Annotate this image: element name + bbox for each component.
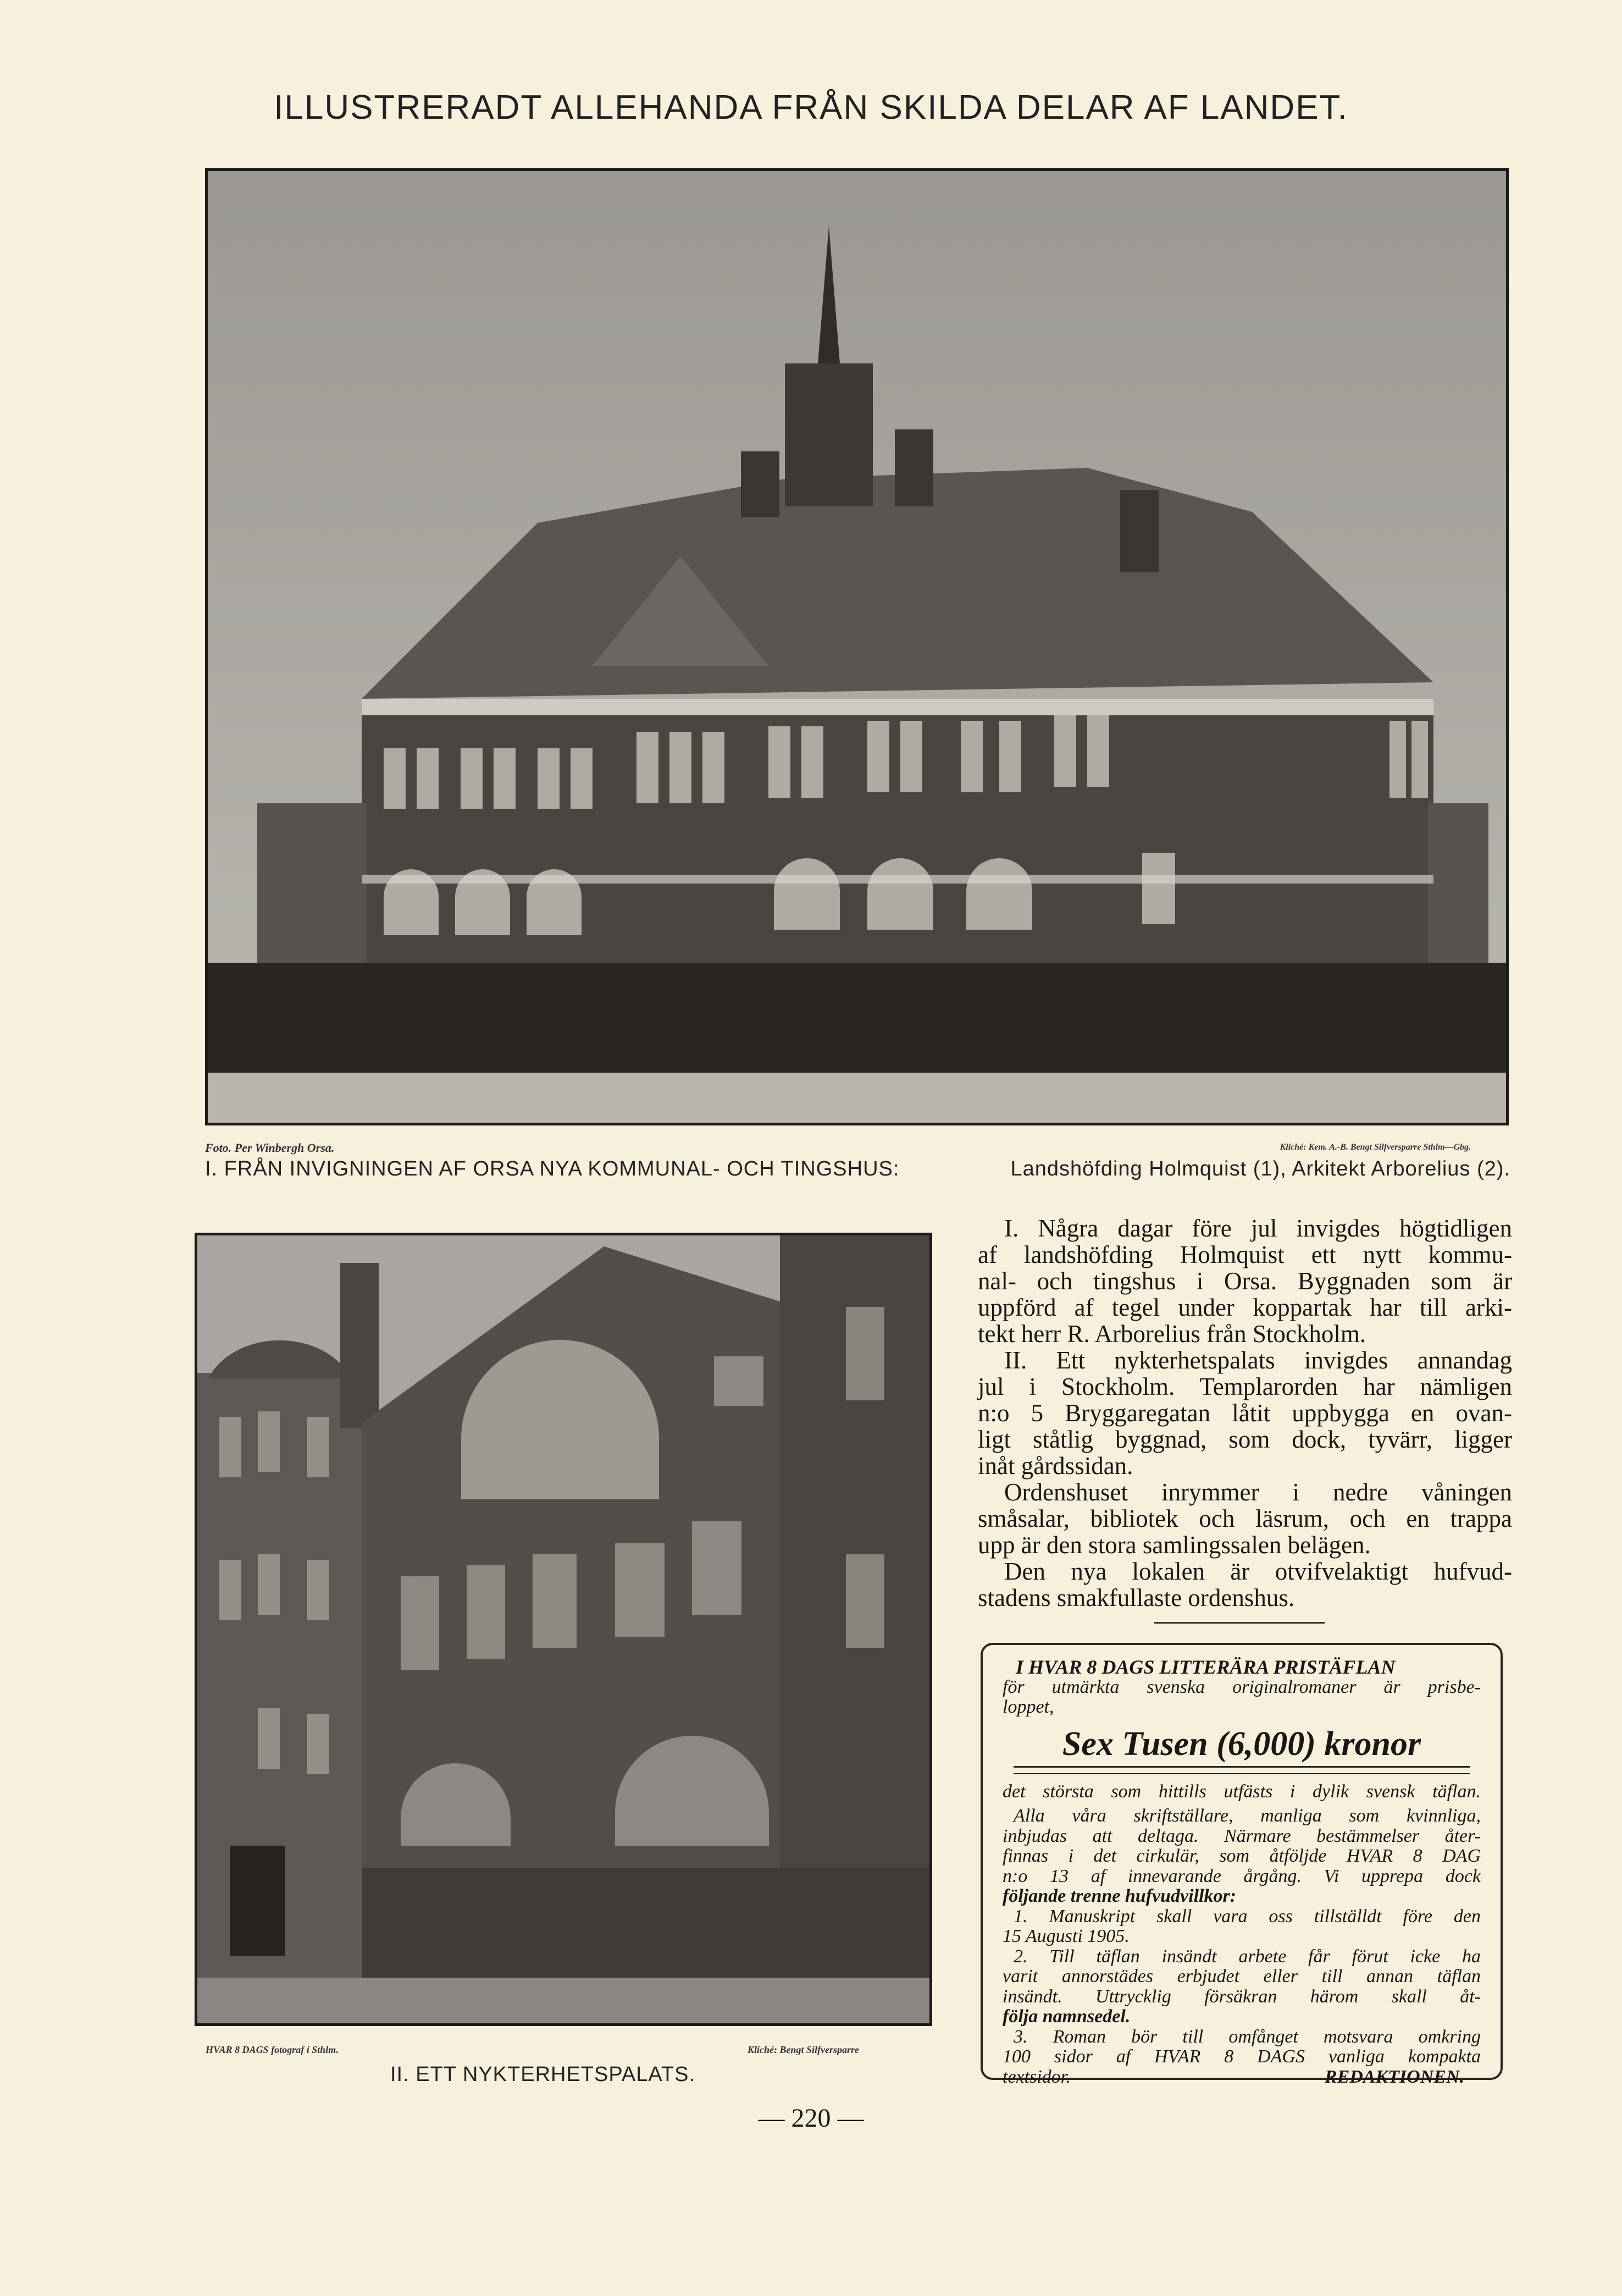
prize-signature: REDAKTIONEN. <box>1324 2066 1464 2087</box>
photo-orsa-town-hall <box>205 168 1509 1125</box>
prize-line: 2. Till täflan insändt arbete får förut icke ha <box>1014 1946 1481 1967</box>
prize-line: Alla våra skriftställare, manliga som kvinnliga, <box>1014 1806 1481 1826</box>
prize-line: finnas i det cirkulär, som åtföljde HVAR 8 DAG <box>1003 1846 1481 1866</box>
article-line: nal- och tingshus i Orsa. Byggnaden som är <box>978 1267 1512 1295</box>
figure1-cliche-credit: Kliché: Kem. A.-B. Bengt Silfversparre Sthlm—Gbg. <box>1280 1143 1471 1152</box>
article-line: n:o 5 Bryggaregatan låtit uppbygga en ovan- <box>978 1399 1512 1427</box>
article-line: uppförd af tegel under koppartak har till arki- <box>978 1294 1512 1321</box>
double-rule <box>1014 1766 1470 1774</box>
figure2-photo-credit: HVAR 8 DAGS fotograf i Sthlm. <box>206 2044 339 2055</box>
prize-line: 15 Augusti 1905. <box>1003 1926 1130 1946</box>
page-number: — 220 — <box>758 2104 864 2133</box>
prize-line: textsidor. <box>1003 2066 1071 2087</box>
prize-line: det största som hittills utfästs i dylik svensk täflan. <box>1003 1781 1481 1802</box>
prize-intro-line: loppet, <box>1003 1697 1054 1717</box>
photo-temperance-palace <box>195 1233 932 2026</box>
article-line: I. Några dagar före jul invigdes högtidligen <box>1004 1215 1512 1242</box>
prize-line: varit annorstädes erbjudet eller till annan täflan <box>1003 1966 1481 1986</box>
article-line: tekt herr R. Arborelius från Stockholm. <box>978 1320 1366 1348</box>
figure1-photo-credit: Foto. Per Winbergh Orsa. <box>205 1141 335 1155</box>
prize-competition-notice <box>981 1643 1503 2087</box>
article-text <box>978 1215 1512 1611</box>
article-end-rule <box>1154 1622 1325 1624</box>
prize-line: följande trenne hufvudvillkor: <box>1003 1886 1237 1906</box>
prize-heading: I HVAR 8 DAGS LITTERÄRA PRISTÄFLAN <box>1016 1656 1396 1678</box>
prize-line: inbjudas att deltaga. Närmare bestämmelser åter- <box>1003 1825 1481 1846</box>
figure1-caption <box>205 1157 1510 1181</box>
prize-line: 3. Roman bör till omfånget motsvara omkring <box>1014 2026 1481 2047</box>
article-line: Den nya lokalen är otvifvelaktigt hufvud- <box>1004 1558 1512 1585</box>
prize-amount: Sex Tusen (6,000) kronor <box>1062 1725 1421 1763</box>
prize-closing <box>1003 2067 1481 2088</box>
figure2-cliche-credit: Kliché: Bengt Silfversparre <box>748 2044 859 2055</box>
figure1-caption-names: Landshöfding Holmquist (1), Arkitekt Arborelius (2). <box>1010 1157 1510 1180</box>
article-line: II. Ett nykterhetspalats invigdes annandag <box>1004 1346 1512 1374</box>
prize-line: 1. Manuskript skall vara oss tillställdt före den <box>1014 1906 1481 1927</box>
article-line: af landshöfding Holmquist ett nytt kommu- <box>978 1241 1512 1268</box>
prize-intro-line: för utmärkta svenska originalromaner är prisbe- <box>1003 1676 1481 1697</box>
article-line: småsalar, bibliotek och läsrum, och en trappa <box>978 1505 1512 1532</box>
article-line: inåt gårdssidan. <box>978 1452 1133 1480</box>
figure1-caption-label: I. FRÅN INVIGNINGEN AF ORSA NYA KOMMUNAL- OCH TINGSHUS: <box>205 1157 900 1180</box>
article-line: ligt ståtlig byggnad, som dock, tyvärr, ligger <box>978 1426 1512 1453</box>
article-line: upp är den stora samlingssalen belägen. <box>978 1531 1371 1559</box>
figure2-caption: II. ETT NYKTERHETSPALATS. <box>390 2063 695 2086</box>
article-line: Ordenshuset inrymmer i nedre våningen <box>1004 1478 1512 1506</box>
prize-line: insändt. Uttrycklig försäkran härom skall åt- <box>1003 1986 1481 2007</box>
article-line: jul i Stockholm. Templarorden har nämligen <box>978 1373 1512 1400</box>
article-line: stadens smakfullaste ordenshus. <box>978 1584 1295 1611</box>
prize-line: n:o 13 af innevarande årgång. Vi upprepa dock <box>1003 1866 1481 1886</box>
prize-line: följa namnsedel. <box>1003 2006 1131 2027</box>
page-header-title: ILLUSTRERADT ALLEHANDA FRÅN SKILDA DELAR AF LANDET. <box>274 89 1348 126</box>
prize-line: 100 sidor af HVAR 8 DAGS vanliga kompakta <box>1003 2046 1481 2067</box>
